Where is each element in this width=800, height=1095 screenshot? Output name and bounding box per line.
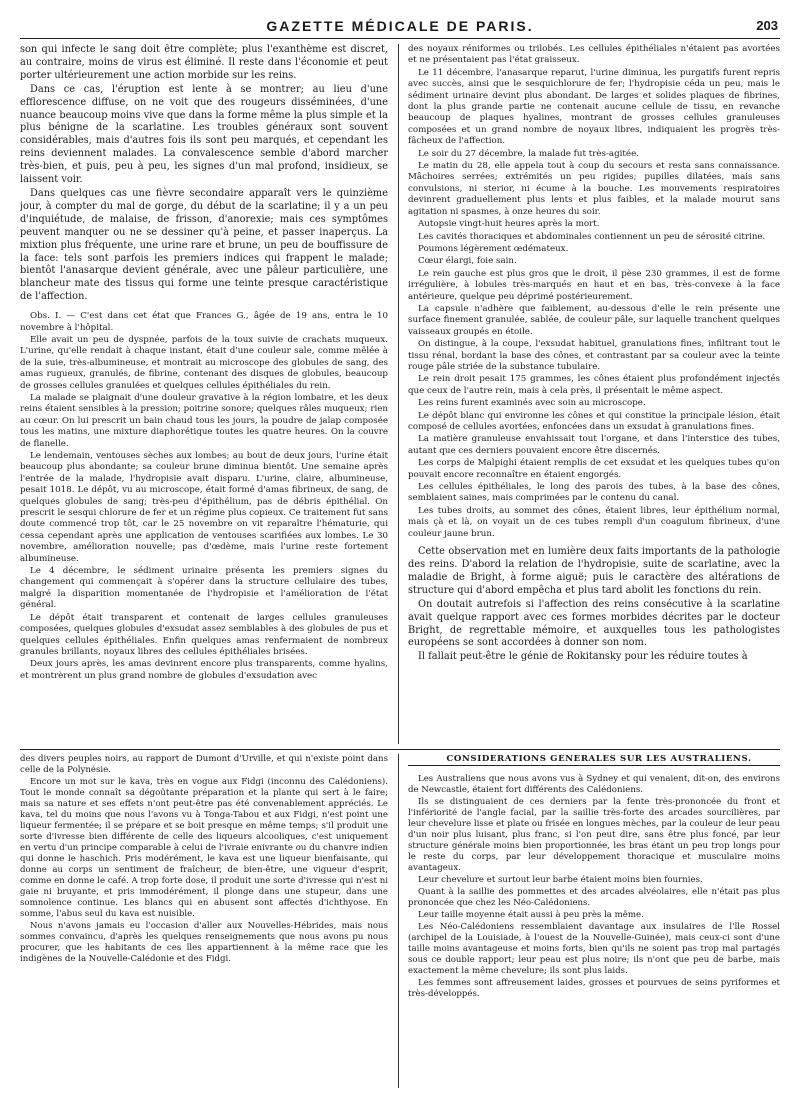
- paragraph: Les tubes droits, au sommet des cônes, étaient libres, leur épithélium normal, mais çà et là, on voyait un de ces tubes rempli d'un coagulum fibrineux, d'une couleur jaune brun.: [408, 505, 780, 539]
- paragraph: Les femmes sont affreusement laides, grosses et pourvues de seins pyriformes et très-développés.: [408, 978, 780, 999]
- text-column-top-right: [408, 44, 780, 746]
- heading-rule: [408, 765, 780, 766]
- paragraph: Quant à la saillie des pommettes et des arcades alvéolaires, elle n'était pas plus prononcée que chez les Néo-Calédoniens.: [408, 887, 780, 908]
- paragraph: Le dépôt était transparent et contenait de larges cellules granuleuses composées, quelques globules d'exsudat assez semblables à des globules de pus et quelques cellules épithéliales. Enfin quelques amas renfermaient de nombreux granules brillants, noyaux libres des cellules épithéliales brisées.: [20, 612, 388, 657]
- paragraph: Deux jours après, les amas devinrent encore plus transparents, comme hyalins, et montrèrent un plus grand nombre de globules d'exsudation avec: [20, 659, 388, 681]
- paragraph: Encore un mot sur le kava, très en vogue aux Fidgi (inconnu des Calédoniens). Tout le monde connaît sa dégoûtante préparation et la plante qui sert à le faire; mais sa nature et ses effets n'ont peut-être pas été convenablement appréciés. Le kava, tel du moins que nous l'avons vu à Tonga-Tabou et aux Fidgi, n'est point une liqueur fermentée; il se prépare et se boit presque en même temps; s'il produit une sorte d'ivresse bien différente de celle des liqueurs alcooliques, c'est uniquement en vertu d'un principe comparable à celui de l'ivraie enivrante ou du chanvre indien qui donne le haschich. Pris modérément, le kava est une liqueur bienfaisante, qui donne au corps un sentiment de fraîcheur, de bien-être, une vigueur d'esprit, comme en donne le café. A trop forte dose, il produit une sorte d'ivresse qui n'est ni gaie ni bruyante, et pris immodérément, il plonge dans une stupeur, dans une somnolence continue. Les blancs qui en abusent sont affectés d'ichthyose. En somme, l'abus seul du kava est nuisible.: [20, 777, 388, 919]
- paragraph: Cœur élargi, foie sain.: [418, 256, 517, 267]
- paragraph: Le rein droit pesait 175 grammes, les cônes étaient plus profondément injectés que ceux de l'autre rein, mais à cela près, il présentait le même aspect.: [408, 374, 780, 396]
- paragraph: On distingue, à la coupe, l'exsudat habituel, granulations fines, infiltrant tout le tissu rénal, bordant la base des cônes, et contrastant par sa couleur avec la teinte rouge pâle striée de la substance tubulaire.: [408, 339, 780, 372]
- column-divider-bottom: [398, 754, 399, 1088]
- paragraph: Il fallait peut-être le génie de Rokitansky pour les réduire toutes à: [418, 651, 748, 663]
- paragraph: La matière granuleuse envahissait tout l'organe, et dans l'interstice des tubes, autant que ces derniers pouvaient encore être discernés.: [408, 434, 780, 456]
- text-column-bottom-left: [20, 754, 388, 1090]
- paragraph: Le 4 décembre, le sédiment urinaire présenta les premiers signes du changement qui commençait à s'opérer dans la structure cellulaire des tubes, malgré la disparition momentanée de l'hydropisie et l'amélioration de l'état général.: [20, 566, 388, 611]
- paragraph: Leur chevelure et surtout leur barbe étaient moins bien fournies.: [418, 875, 703, 885]
- paragraph: son qui infecte le sang doit être complète; plus l'exanthème est discret, au contraire, moins de virus est éliminé. Il reste dans l'économie et peut porter ultérieurement une action morbide sur les reins.: [20, 44, 388, 81]
- page-number: 203: [756, 18, 778, 33]
- paragraph: Les cavités thoraciques et abdominales contiennent un peu de sérosité citrine.: [418, 231, 766, 242]
- paragraph: On doutait autrefois si l'affection des reins consécutive à la scarlatine avait quelque rapport avec ces formes morbides décrites par le docteur Bright, de regrettable mémoire, et auxquelles tous les pathologistes européens se sont accordées à donner son nom.: [408, 598, 780, 649]
- column-divider-top: [398, 44, 399, 744]
- page-header: [0, 18, 800, 38]
- paragraph: Ils se distinguaient de ces derniers par la fente très-prononcée du front et l'infériorité de l'angle facial, par la saillie très-forte des arcades sourcilières, par leur chevelure lisse et plate ou frisée en longues mèches, par la couleur de leur peau d'un noir plus luisant, plus franc, si l'on peut dire, sans être plus foncé, par leur structure générale moins bien proportionnée, les bras étant un peu trop longs pour le reste du corps, par leur développement thoracique et musculaire moins avantageux.: [408, 797, 780, 873]
- paragraph: Leur taille moyenne était aussi à peu près la même.: [418, 910, 644, 920]
- paragraph: Dans ce cas, l'éruption est lente à se montrer; au lieu d'une efflorescence diffuse, on ne voit que des rougeurs disséminées, d'une nuance beaucoup moins vive que dans la forme même la plus simple et la plus bénigne de la scarlatine. Les troubles généraux sont souvent considérables, mais d'autres fois ils sont peu marqués, et cependant les reins deviennent malades. La convalescence semble d'abord marcher très-bien, et puis, peu à peu, les signes d'un mal profond, insidieux, se laissent voir.: [20, 83, 388, 186]
- paragraph: Le rein gauche est plus gros que le droit, il pèse 230 grammes, il est de forme irrégulière, à lobules très-marqués en haut et en bas, très-convexe à la face antérieure, quelque peu déprimé postérieurement.: [408, 268, 780, 302]
- paragraph: Autopsie vingt-huit heures après la mort.: [418, 219, 600, 230]
- paragraph: Le lendemain, ventouses sèches aux lombes; au bout de deux jours, l'urine était beaucoup plus abondante; sa couleur brune diminua bientôt. Une semaine après l'entrée de la malade, l'hydropisie avait disparu. L'urine, claire, albumineuse, pesait 1018. Le dépôt, vu au microscope, était formé d'amas fibrineux, de sang, de quelques globules de sang; très-peu d'épithélium, pas de débris épithélial. On prescrit le sesqui chlorure de fer et un régime plus copieux. Ce traitement fut sans doute commencé trop tôt, car le 25 novembre on vit reparaître l'hématurie, qui cessa cependant après une application de ventouses scarifiées aux lombes. Le 30 novembre, amélioration nouvelle; pas d'œdème, mais l'urine reste fortement albumineuse.: [20, 451, 388, 564]
- paragraph: La capsule n'adhère que faiblement, au-dessous d'elle le rein présente une surface finement granulée, sablée, de couleur pâle, sur laquelle tranchent quelques vaisseaux groupés en étoile.: [408, 303, 780, 337]
- paragraph: Le dépôt blanc qui environne les cônes et qui constitue la principale lésion, était composé de cellules avortées, enfoncées dans un exsudat à granulations fines.: [408, 410, 780, 432]
- section-divider: [20, 749, 780, 750]
- paragraph: Les cellules épithéliales, le long des parois des tubes, à la base des cônes, semblaient saines, mais comprimées par le contenu du canal.: [408, 482, 780, 504]
- paragraph: Les corps de Malpighi étaient remplis de cet exsudat et les quelques tubes qu'on pouvait encore reconnaître en étaient engorgés.: [408, 458, 780, 480]
- section-heading: CONSIDÉRATIONS GÉNÉRALES SUR LES AUSTRALIENS.: [446, 754, 752, 764]
- paragraph: Le matin du 28, elle appela tout à coup du secours et resta sans connaissance. Mâchoires serrées; extrémités un peu rigides; pupilles dilatées, mais sans convulsions, ni sterior, ni écume à la bouche. Les mouvements respiratoires devinrent graduellement plus lents et plus faibles, et la malade mourut sans agitation ni spasmes, à onze heures du soir.: [408, 161, 780, 217]
- paragraph: Le 11 décembre, l'anasarque reparut, l'urine diminua, les purgatifs furent repris avec succès, ainsi que le sesquichlorure de fer; l'hydropisie céda un peu, mais le sédiment urinaire devint plus abondant. De larges et solides plaques de fibrines, dont la plus grande partie ne contenait aucune cellule de tissu, en revanche beaucoup de plaques hyalines, montrant de grosses cellules granuleuses composées et un grand nombre de noyaux libres, indiquaient les progrès très-fâcheux de l'affection.: [408, 67, 780, 147]
- header-rule: [20, 38, 780, 39]
- journal-title: GAZETTE MÉDICALE DE PARIS.: [266, 18, 534, 34]
- paragraph: Cette observation met en lumière deux faits importants de la pathologie des reins. D'abord la relation de l'hydropisie, suite de scarlatine, avec la maladie de Bright, à forme aiguë; puis le caractère des altérations de structure qui d'abord empêcha et plus tard abolit les fonctions du rein.: [408, 546, 780, 596]
- paragraph: Les reins furent examinés avec soin au microscope.: [418, 398, 646, 409]
- paragraph: Les Australiens que nous avons vus à Sydney et qui venaient, dit-on, des environs de Newcastle, étaient fort différents des Calédoniens.: [408, 774, 780, 795]
- paragraph: Le soir du 27 décembre, la malade fut très-agitée.: [418, 148, 639, 159]
- paragraph: Nous n'avons jamais eu l'occasion d'aller aux Nouvelles-Hébrides, mais nous sommes convaincu, d'après les quelques renseignements que nous avons pu nous procurer, que les habitants de ces îles appartiennent à la même race que les indigènes de la Nouvelle-Calédonie et des Fidgi.: [20, 921, 388, 964]
- paragraph: des noyaux réniformes ou trilobés. Les cellules épithéliales n'étaient pas avortées et ne présentaient pas l'état graisseux.: [408, 44, 780, 66]
- paragraph: La malade se plaignait d'une douleur gravative à la région lombaire, et les deux reins étaient sensibles à la pression; poitrine sonore; quelques râles muqueux; rien au cœur. On lui prescrit un bain chaud tous les jours, la poudre de jalap composée tous les matins, une mixture diaphorétique toutes les quatre heures. On la couvre de flanelle.: [20, 392, 388, 449]
- paragraph: Dans quelques cas une fièvre secondaire apparaît vers le quinzième jour, à compter du mal de gorge, du début de la scarlatine; il y a un peu d'inquiétude, de malaise, de frisson, d'anorexie; mais ces symptômes peuvent manquer ou ne se dessiner qu'à peine, et passer inaperçus. La mixtion plus fréquente, une urine rare et brune, un peu de bouffissure de la face: tels sont parfois les premiers indices qui frappent le malade; bientôt l'anasarque devient générale, avec une pâleur particulière, une blancheur mate des tissus qui forme une teinte presque caractéristique de l'affection.: [20, 187, 388, 303]
- paragraph: Poumons légèrement œdémateux.: [418, 243, 569, 254]
- observation-heading: Obs. I. — C'est dans cet état que Frances G., âgée de 19 ans, entra le 10 novembre à l'hôpital.: [20, 311, 388, 333]
- paragraph: des divers peuples noirs, au rapport de Dumont d'Urville, et qui n'existe point dans celle de la Polynésie.: [20, 754, 388, 775]
- text-column-bottom-right: [408, 754, 780, 1090]
- paragraph: Les Néo-Calédoniens ressemblaient davantage aux insulaires de l'île Rossel (archipel de la Louisiade, à l'ouest de la Nouvelle-Guinée), mais ceux-ci sont d'une taille moins avantageuse et moins forts, bien qu'ils ne soient pas trop mal partagés sous ce double rapport; leur peau est plus noire; ils n'ont que peu de barbe, mais exactement la même chevelure; ils sont plus laids.: [408, 922, 780, 976]
- text-column-top-left: [20, 44, 388, 746]
- paragraph: Elle avait un peu de dyspnée, parfois de la toux suivie de crachats muqueux. L'urine, qu'elle rendait à chaque instant, était d'une couleur sale, comme mêlée à de la suie, très-albumineuse, et montrait au microscope des globules de sang, des amas rugueux, granulés, de fibrine, contenant des disques de globules, beaucoup de grosses cellules granulées et quelques cellules épithéliales du rein.: [20, 334, 388, 391]
